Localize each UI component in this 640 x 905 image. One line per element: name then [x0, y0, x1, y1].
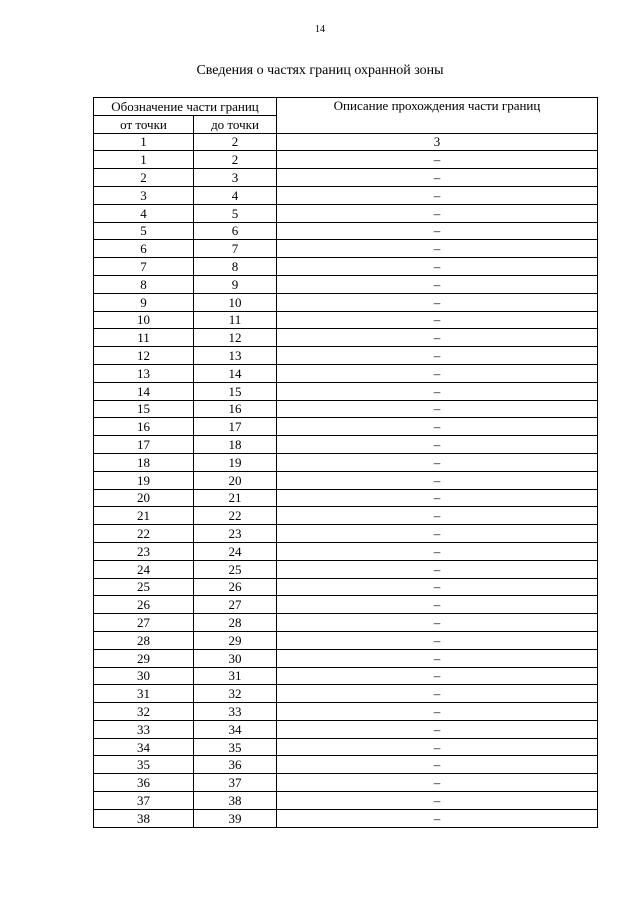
column-index-row: [94, 133, 598, 151]
table-row: [94, 809, 598, 827]
description-cell: –: [277, 347, 598, 365]
table-header: [94, 98, 598, 151]
description-cell: –: [277, 649, 598, 667]
description-cell: –: [277, 507, 598, 525]
to-point-cell: 19: [194, 453, 277, 471]
from-point-cell: 26: [94, 596, 194, 614]
to-point-cell: 14: [194, 364, 277, 382]
description-cell: –: [277, 293, 598, 311]
to-point-cell: 16: [194, 400, 277, 418]
from-point-cell: 4: [94, 204, 194, 222]
from-point-cell: 1: [94, 151, 194, 169]
table-row: [94, 774, 598, 792]
table-row: [94, 720, 598, 738]
table-body: [94, 151, 598, 827]
table-row: [94, 489, 598, 507]
to-point-cell: 18: [194, 436, 277, 454]
to-point-cell: 26: [194, 578, 277, 596]
table-row: [94, 703, 598, 721]
description-cell: –: [277, 685, 598, 703]
table-row: [94, 222, 598, 240]
table-row: [94, 471, 598, 489]
table-row: [94, 685, 598, 703]
description-cell: –: [277, 809, 598, 827]
to-point-cell: 25: [194, 560, 277, 578]
from-point-cell: 27: [94, 614, 194, 632]
to-point-cell: 27: [194, 596, 277, 614]
from-point-cell: 33: [94, 720, 194, 738]
from-point-cell: 24: [94, 560, 194, 578]
table-row: [94, 667, 598, 685]
column-index-cell: 3: [277, 133, 598, 151]
description-cell: –: [277, 418, 598, 436]
table-row: [94, 275, 598, 293]
from-point-cell: 12: [94, 347, 194, 365]
table-row: [94, 614, 598, 632]
table-row: [94, 311, 598, 329]
to-point-cell: 7: [194, 240, 277, 258]
description-cell: –: [277, 311, 598, 329]
table-row: [94, 453, 598, 471]
to-point-cell: 10: [194, 293, 277, 311]
description-cell: –: [277, 436, 598, 454]
description-header-cell: Описание прохождения части границ: [277, 98, 598, 134]
description-cell: –: [277, 169, 598, 187]
description-cell: –: [277, 489, 598, 507]
to-point-cell: 4: [194, 186, 277, 204]
description-cell: –: [277, 329, 598, 347]
table-row: [94, 169, 598, 187]
table-row: [94, 792, 598, 810]
to-point-cell: 31: [194, 667, 277, 685]
from-point-cell: 8: [94, 275, 194, 293]
description-cell: –: [277, 542, 598, 560]
from-point-cell: 35: [94, 756, 194, 774]
to-point-cell: 12: [194, 329, 277, 347]
description-cell: –: [277, 578, 598, 596]
to-point-cell: 9: [194, 275, 277, 293]
to-point-cell: 2: [194, 151, 277, 169]
description-cell: –: [277, 471, 598, 489]
column-index-cell: 1: [94, 133, 194, 151]
description-cell: –: [277, 186, 598, 204]
description-cell: –: [277, 364, 598, 382]
table-row: [94, 364, 598, 382]
from-point-cell: 15: [94, 400, 194, 418]
description-cell: –: [277, 614, 598, 632]
table-row: [94, 649, 598, 667]
from-point-cell: 5: [94, 222, 194, 240]
from-point-cell: 20: [94, 489, 194, 507]
header-row-group: [94, 98, 598, 116]
table-row: [94, 293, 598, 311]
description-cell: –: [277, 560, 598, 578]
table-row: [94, 578, 598, 596]
from-point-cell: 30: [94, 667, 194, 685]
to-point-cell: 5: [194, 204, 277, 222]
from-point-cell: 31: [94, 685, 194, 703]
from-point-cell: 10: [94, 311, 194, 329]
table-row: [94, 382, 598, 400]
from-point-cell: 3: [94, 186, 194, 204]
description-cell: –: [277, 222, 598, 240]
table-row: [94, 542, 598, 560]
from-point-cell: 32: [94, 703, 194, 721]
to-point-cell: 17: [194, 418, 277, 436]
description-cell: –: [277, 151, 598, 169]
description-cell: –: [277, 774, 598, 792]
description-cell: –: [277, 204, 598, 222]
table-row: [94, 329, 598, 347]
description-cell: –: [277, 703, 598, 721]
description-cell: –: [277, 631, 598, 649]
table-row: [94, 525, 598, 543]
to-point-header-cell: до точки: [194, 115, 277, 133]
from-point-cell: 34: [94, 738, 194, 756]
table-row: [94, 347, 598, 365]
description-cell: –: [277, 792, 598, 810]
from-point-cell: 23: [94, 542, 194, 560]
description-cell: –: [277, 756, 598, 774]
table-row: [94, 436, 598, 454]
from-point-cell: 38: [94, 809, 194, 827]
from-point-cell: 14: [94, 382, 194, 400]
table-row: [94, 151, 598, 169]
to-point-cell: 35: [194, 738, 277, 756]
table-row: [94, 560, 598, 578]
table-row: [94, 186, 598, 204]
to-point-cell: 13: [194, 347, 277, 365]
table-row: [94, 240, 598, 258]
to-point-cell: 20: [194, 471, 277, 489]
to-point-cell: 3: [194, 169, 277, 187]
description-cell: –: [277, 738, 598, 756]
to-point-cell: 24: [194, 542, 277, 560]
description-cell: –: [277, 382, 598, 400]
from-point-cell: 22: [94, 525, 194, 543]
boundary-parts-table: [93, 97, 598, 828]
table-row: [94, 418, 598, 436]
to-point-cell: 37: [194, 774, 277, 792]
group-header-cell: Обозначение части границ: [94, 98, 277, 116]
description-cell: –: [277, 400, 598, 418]
from-point-cell: 13: [94, 364, 194, 382]
description-cell: –: [277, 258, 598, 276]
to-point-cell: 33: [194, 703, 277, 721]
from-point-cell: 7: [94, 258, 194, 276]
from-point-cell: 29: [94, 649, 194, 667]
to-point-cell: 29: [194, 631, 277, 649]
document-title: Сведения о частях границ охранной зоны: [196, 63, 444, 78]
from-point-cell: 36: [94, 774, 194, 792]
table-row: [94, 756, 598, 774]
table-row: [94, 258, 598, 276]
description-cell: –: [277, 667, 598, 685]
description-cell: –: [277, 720, 598, 738]
to-point-cell: 32: [194, 685, 277, 703]
from-point-cell: 18: [94, 453, 194, 471]
from-point-cell: 9: [94, 293, 194, 311]
table-row: [94, 204, 598, 222]
from-point-cell: 2: [94, 169, 194, 187]
description-cell: –: [277, 240, 598, 258]
page-number: 14: [315, 24, 325, 35]
description-cell: –: [277, 596, 598, 614]
to-point-cell: 36: [194, 756, 277, 774]
to-point-cell: 21: [194, 489, 277, 507]
to-point-cell: 22: [194, 507, 277, 525]
to-point-cell: 38: [194, 792, 277, 810]
to-point-cell: 11: [194, 311, 277, 329]
description-cell: –: [277, 453, 598, 471]
table-row: [94, 596, 598, 614]
to-point-cell: 8: [194, 258, 277, 276]
from-point-cell: 25: [94, 578, 194, 596]
table-row: [94, 631, 598, 649]
to-point-cell: 28: [194, 614, 277, 632]
from-point-cell: 11: [94, 329, 194, 347]
from-point-cell: 16: [94, 418, 194, 436]
from-point-cell: 37: [94, 792, 194, 810]
from-point-cell: 17: [94, 436, 194, 454]
from-point-cell: 21: [94, 507, 194, 525]
description-cell: –: [277, 525, 598, 543]
from-point-cell: 28: [94, 631, 194, 649]
column-index-cell: 2: [194, 133, 277, 151]
from-point-header-cell: от точки: [94, 115, 194, 133]
table-row: [94, 507, 598, 525]
to-point-cell: 39: [194, 809, 277, 827]
to-point-cell: 6: [194, 222, 277, 240]
to-point-cell: 23: [194, 525, 277, 543]
to-point-cell: 34: [194, 720, 277, 738]
table-row: [94, 400, 598, 418]
from-point-cell: 6: [94, 240, 194, 258]
to-point-cell: 30: [194, 649, 277, 667]
table-row: [94, 738, 598, 756]
to-point-cell: 15: [194, 382, 277, 400]
description-cell: –: [277, 275, 598, 293]
from-point-cell: 19: [94, 471, 194, 489]
